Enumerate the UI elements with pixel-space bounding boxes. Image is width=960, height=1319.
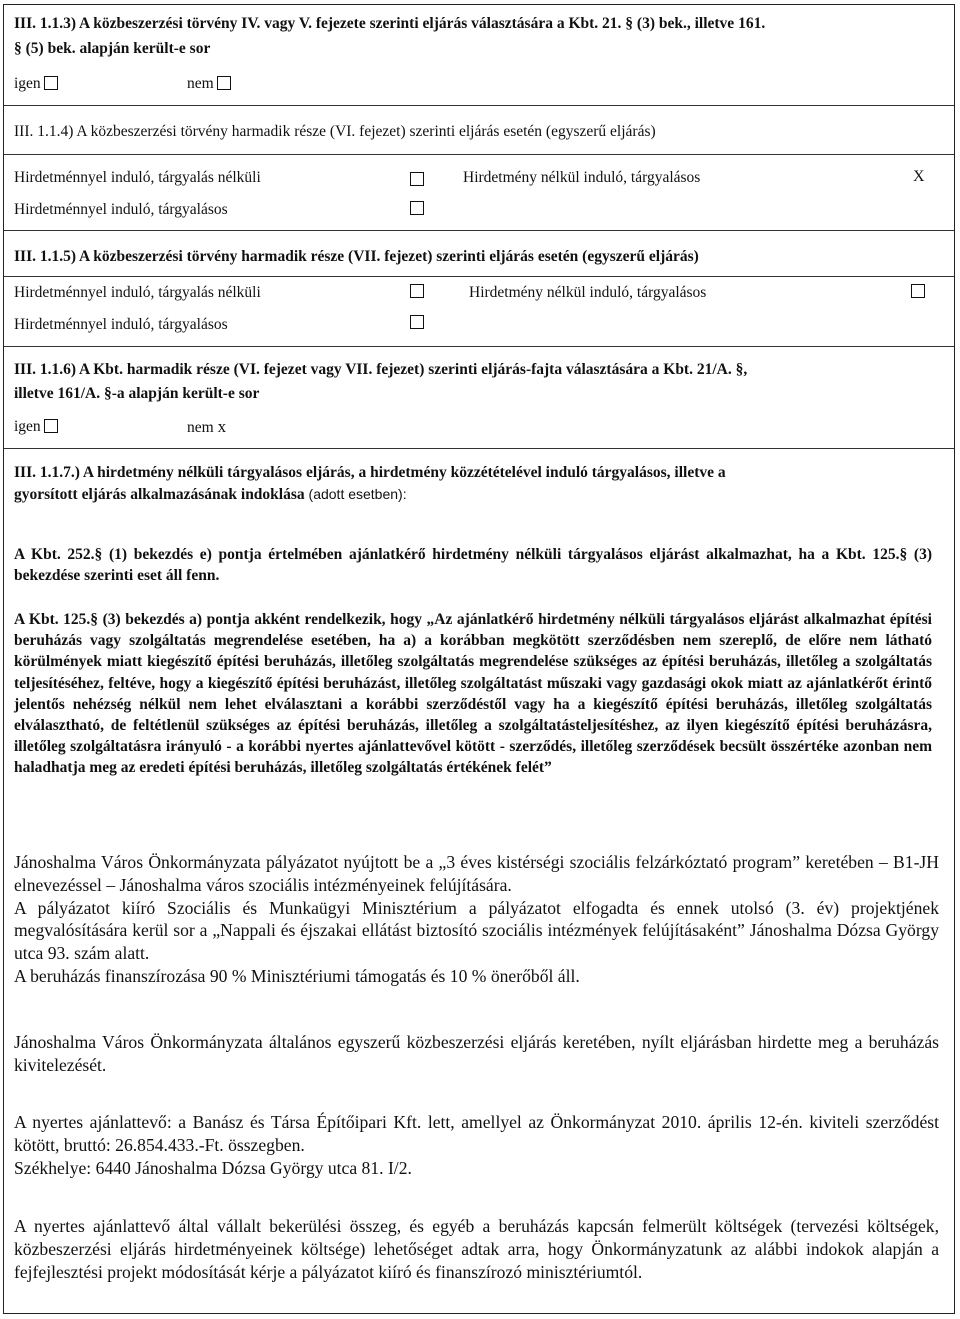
s115-opt2-label: Hirdetmény nélkül induló, tárgyalásos — [469, 284, 707, 301]
s114-opt1-label: Hirdetménnyel induló, tárgyalás nélküli — [14, 169, 261, 186]
s117-title-line1: III. 1.1.7.) A hirdetmény nélküli tárgyalásos eljárás, a hirdetmény közzétételével induló tárgyalásos, illetve a — [14, 464, 726, 481]
s115-opt1-checkbox[interactable] — [410, 284, 424, 298]
body-p4: Jánoshalma Város Önkormányzata általános egyszerű közbeszerzési eljárás keretében, nyílt eljárásban hirdette meg a beruházás kivitelezését. — [14, 1032, 939, 1075]
s114-opt1-checkbox[interactable] — [410, 172, 424, 186]
s113-igen-checkbox[interactable] — [44, 76, 58, 90]
body-p2: A pályázatot kiíró Szociális és Munkaügyi Minisztérium a pályázatot elfogadta és ennek utolsó (3. év) projektjének megvalósítására kerül sor a „Nappali és éjszakai ellátást biztosító szociális intézmények felújításaként” Jánoshalma Dózsa György utca 93. szám alatt. — [14, 897, 939, 964]
s116-nem-mark: x — [217, 417, 227, 436]
s117-para2: A Kbt. 125.§ (3) bekezdés a) pontja akként rendelkezik, hogy „Az ajánlatkérő hirdetmény nélküli tárgyalásos eljárást alkalmazhat építési beruházás vagy szolgáltatás megrendelése esetében, ha a) a korábban megkötött szerződésben nem szereplő, de előre nem látható körülmények miatt kiegészítő építési beruházás, illetőleg szolgáltatás megrendelése szükséges az építési beruházás, illetőleg a szolgáltatás teljesítéséhez, feltéve, hogy a kiegészítő építési beruházást, illetőleg szolgáltatást műszaki vagy gazdasági okok miatt az ajánlatkérőt érintő jelentős nehézség nélkül nem lehet elválasztani a korábbi szerződéstől vagy ha a kiegészítő építési beruházás, illetőleg szolgáltatás elválasztható, de feltétlenül szükséges az építési beruházás, illetőleg a szolgáltatásteljesítéshez, az ilyen kiegészítő építési beruházásra, illetőleg szolgáltatásra irányuló - a korábbi nyertes ajánlattevővel kötött - szerződés, illetőleg szerződések becsült összértéke azonban nem haladhatja meg az eredeti építési beruházás, illetőleg szolgáltatás értékének felét” — [14, 611, 932, 777]
body-p3: A beruházás finanszírozása 90 % Minisztériumi támogatás és 10 % önerőből áll. — [14, 965, 580, 986]
s114-opt2-mark: X — [913, 168, 925, 185]
s113-line2: § (5) bek. alapján került-e sor — [14, 40, 211, 57]
body-p7: A nyertes ajánlattevő által vállalt bekerülési összeg, és egyéb a beruházás kapcsán felmerült költségek (tervezési költségek, közbeszerzési eljárás hirdetményeinek költsége) lehetőséget adtak arra, hogy Önkormányzatunk az alábbi indokok alapján a fejfejlesztési projekt módosítását kérje a pályázatot kiíró és finanszírozó minisztériumtól. — [14, 1216, 939, 1282]
s113-nem-label: nem — [187, 75, 214, 92]
s117-title-tail: (adott esetben): — [304, 486, 407, 502]
body-block3 — [14, 1111, 939, 1179]
s113-nem — [187, 75, 231, 93]
s116-line1: III. 1.1.6) A Kbt. harmadik része (VI. fejezet vagy VII. fejezet) szerinti eljárás-fajta választására a Kbt. 21/A. §, — [14, 361, 748, 378]
body-p6: Székhelye: 6440 Jánoshalma Dózsa György utca 81. I/2. — [14, 1157, 412, 1178]
s113-igen-label: igen — [14, 75, 41, 92]
s116-igen-checkbox[interactable] — [44, 419, 58, 433]
body-block4 — [14, 1215, 939, 1283]
divider — [4, 346, 954, 347]
s114-title: III. 1.1.4) A közbeszerzési törvény harmadik része (VI. fejezet) szerinti eljárás esetén (egyszerű eljárás) — [14, 123, 656, 140]
s117-para1: A Kbt. 252.§ (1) bekezdés e) pontja értelmében ajánlatkérő hirdetmény nélküli tárgyalásos eljárást alkalmazhat, ha a Kbt. 125.§ (3) bekezdése szerinti eset áll fenn. — [14, 546, 932, 585]
s113-igen — [14, 75, 58, 93]
s114-opt3-label: Hirdetménnyel induló, tárgyalásos — [14, 201, 228, 218]
divider — [4, 230, 954, 231]
form-frame — [3, 4, 955, 1314]
s113-nem-checkbox[interactable] — [217, 76, 231, 90]
s116-nem-label: nem — [187, 419, 214, 436]
s116-igen-label: igen — [14, 418, 41, 435]
body-p1: Jánoshalma Város Önkormányzata pályázatot nyújtott be a „3 éves kistérségi szociális felzárkóztató program” keretében – B1-JH elnevezéssel – Jánoshalma város szociális intézményeinek felújítására. — [14, 852, 939, 895]
s116-nem — [187, 418, 226, 437]
s115-opt2-checkbox[interactable] — [911, 284, 925, 298]
s115-opt1-label: Hirdetménnyel induló, tárgyalás nélküli — [14, 284, 261, 301]
s114-opt2-label: Hirdetmény nélkül induló, tárgyalásos — [463, 169, 701, 186]
s116-line2: illetve 161/A. §-a alapján került-e sor — [14, 385, 260, 402]
s115-opt3-label: Hirdetménnyel induló, tárgyalásos — [14, 316, 228, 333]
s116-igen — [14, 418, 58, 436]
divider — [4, 105, 954, 106]
s115-opt3-checkbox[interactable] — [410, 315, 424, 329]
body-p5: A nyertes ajánlattevő: a Banász és Társa Építőipari Kft. lett, amellyel az Önkormányzat 2010. április 12-én. kiviteli szerződést kötött, bruttó: 26.854.433.-Ft. összegben. — [14, 1112, 939, 1155]
s117-title-bold2: gyorsított eljárás alkalmazásának indoklása — [14, 486, 305, 503]
s113-line1: III. 1.1.3) A közbeszerzési törvény IV. vagy V. fejezete szerinti eljárás választására a Kbt. 21. § (3) bek., illetve 161. — [14, 15, 766, 32]
divider — [4, 276, 954, 277]
s117-title-line2 — [14, 485, 407, 504]
body-block2 — [14, 1031, 939, 1077]
body-block1 — [14, 851, 939, 988]
divider — [4, 448, 954, 449]
s115-title: III. 1.1.5) A közbeszerzési törvény harmadik része (VII. fejezet) szerinti eljárás esetén (egyszerű eljárás) — [14, 248, 699, 265]
s114-opt3-checkbox[interactable] — [410, 201, 424, 215]
divider — [4, 154, 954, 155]
